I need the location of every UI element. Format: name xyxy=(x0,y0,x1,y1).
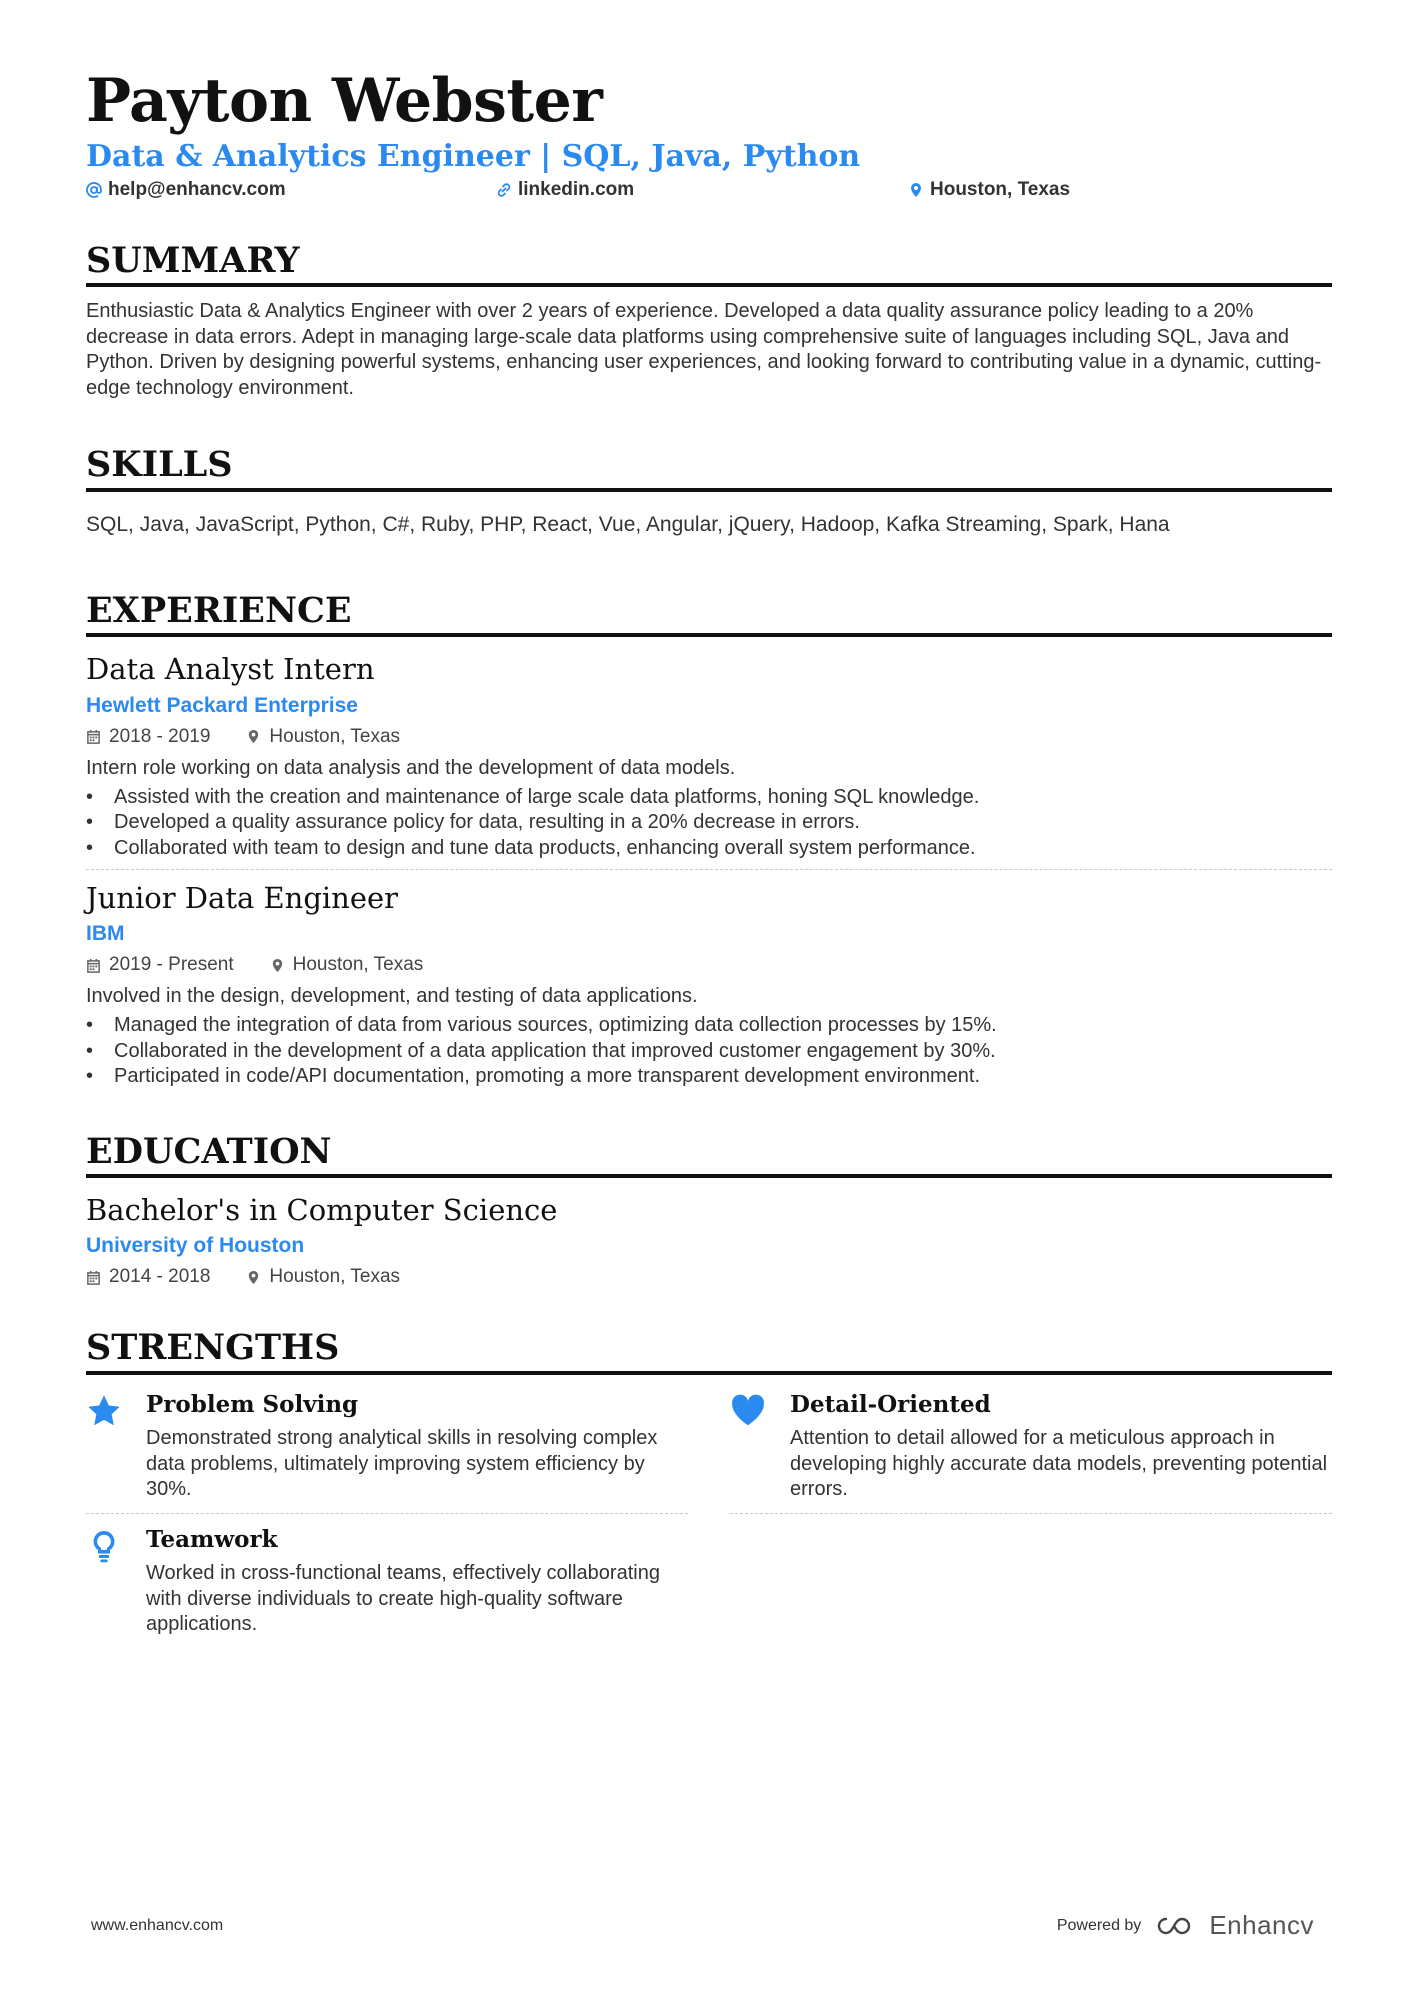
section-title-education: EDUCATION xyxy=(86,1132,1332,1178)
strength-item xyxy=(730,1391,1332,1514)
skills-section xyxy=(86,445,1332,537)
education-location: Houston, Texas xyxy=(269,1266,401,1288)
job-bullet: • Managed the integration of data from various sources, optimizing data collection processes by 15%. xyxy=(86,1013,1332,1039)
brand-name: Enhancv xyxy=(1209,1910,1314,1940)
link-icon xyxy=(496,182,512,198)
job-bullet: • Participated in code/API documentation, promoting a more transparent development environment. xyxy=(86,1064,1332,1090)
contact-location xyxy=(908,179,1070,201)
job-meta xyxy=(86,726,1332,748)
location-pin-icon xyxy=(246,1270,261,1285)
section-title-skills: SKILLS xyxy=(86,445,1332,491)
strengths-section xyxy=(86,1328,1332,1647)
strength-title: Detail-Oriented xyxy=(790,1390,991,1418)
strength-text: Worked in cross-functional teams, effectively collaborating with diverse individuals to create high-quality software applications. xyxy=(146,1562,660,1636)
headline: Data & Analytics Engineer | SQL, Java, Python xyxy=(86,139,861,174)
enhancv-logo[interactable] xyxy=(1155,1910,1314,1941)
job-bullet: • Assisted with the creation and maintenance of large scale data platforms, honing SQL knowledge. xyxy=(86,785,1332,811)
job-location: Houston, Texas xyxy=(269,725,401,747)
job-description: Involved in the design, development, and testing of data applications. xyxy=(86,985,698,1008)
location-pin-icon xyxy=(270,958,285,973)
contact-email[interactable] xyxy=(86,179,496,201)
location-pin-icon xyxy=(908,182,924,198)
footer xyxy=(91,1910,1314,1941)
lightbulb-icon xyxy=(86,1528,122,1564)
contact-linkedin[interactable] xyxy=(496,179,908,201)
strength-item xyxy=(86,1526,688,1648)
job-meta xyxy=(86,954,1332,976)
resume-page xyxy=(86,66,1332,1648)
calendar-icon xyxy=(86,729,101,744)
education-dates: 2014 - 2018 xyxy=(109,1266,211,1288)
candidate-name: Payton Webster xyxy=(86,66,603,136)
company-name[interactable]: IBM xyxy=(86,922,125,946)
powered-by xyxy=(1057,1910,1314,1941)
experience-section xyxy=(86,591,1332,1090)
job-title: Data Analyst Intern xyxy=(86,652,375,687)
degree: Bachelor's in Computer Science xyxy=(86,1193,558,1227)
powered-by-label: Powered by xyxy=(1056,1916,1142,1934)
job-dates: 2019 - Present xyxy=(109,954,234,976)
section-title-summary: SUMMARY xyxy=(86,241,1332,287)
strength-text: Demonstrated strong analytical skills in resolving complex data problems, ultimately improving system efficiency by 30%. xyxy=(146,1427,658,1501)
section-title-strengths: STRENGTHS xyxy=(86,1328,1332,1374)
job-entry xyxy=(86,880,1332,1090)
divider xyxy=(86,869,1332,870)
at-icon xyxy=(86,182,102,198)
strength-title: Problem Solving xyxy=(146,1390,359,1418)
summary-section xyxy=(86,241,1332,401)
linkedin-text: linkedin.com xyxy=(518,179,635,200)
job-title: Junior Data Engineer xyxy=(86,881,399,915)
job-description: Intern role working on data analysis and the development of data models. xyxy=(86,756,736,779)
job-entry xyxy=(86,651,1332,861)
school-name[interactable]: University of Houston xyxy=(86,1234,305,1258)
company-name[interactable]: Hewlett Packard Enterprise xyxy=(86,693,358,717)
strength-item xyxy=(86,1391,688,1514)
heart-icon xyxy=(730,1393,766,1429)
strength-title: Teamwork xyxy=(146,1525,278,1553)
footer-website[interactable]: www.enhancv.com xyxy=(91,1916,224,1934)
job-bullets xyxy=(86,1013,1332,1090)
contact-bar xyxy=(86,179,1332,201)
job-location: Houston, Texas xyxy=(292,954,424,976)
star-icon xyxy=(86,1393,122,1429)
education-section xyxy=(86,1132,1332,1289)
job-dates: 2018 - 2019 xyxy=(109,725,211,747)
job-bullet: • Collaborated in the development of a data application that improved customer engagement by 30%. xyxy=(86,1039,1332,1065)
location-text: Houston, Texas xyxy=(930,179,1071,200)
strength-text: Attention to detail allowed for a meticulous approach in developing highly accurate data models, preventing potential errors. xyxy=(790,1427,1328,1501)
education-meta xyxy=(86,1266,1332,1288)
email-text: help@enhancv.com xyxy=(108,179,286,200)
job-bullets xyxy=(86,785,1332,862)
enhancv-logo-icon xyxy=(1155,1915,1201,1937)
job-bullet: • Collaborated with team to design and tune data products, enhancing overall system performance. xyxy=(86,836,1332,862)
skills-text: SQL, Java, JavaScript, Python, C#, Ruby, PHP, React, Vue, Angular, jQuery, Hadoop, Kafka Streaming, Spark, Hana xyxy=(86,512,1170,536)
section-title-experience: EXPERIENCE xyxy=(86,591,1332,637)
location-pin-icon xyxy=(246,729,261,744)
strengths-grid xyxy=(86,1391,1332,1648)
summary-text: Enthusiastic Data & Analytics Engineer with over 2 years of experience. Developed a data quality assurance policy leading to a 20% decrease in data errors. Adept in managing large-scale data platforms using comprehensive suite of languages including SQL, Java and Python. Driven by designing powerful systems, enhancing user experiences, and looking forward to contributing value in a dynamic, cutting-edge technology environment. xyxy=(86,300,1322,399)
calendar-icon xyxy=(86,1270,101,1285)
job-bullet: • Developed a quality assurance policy for data, resulting in a 20% decrease in errors. xyxy=(86,810,1332,836)
calendar-icon xyxy=(86,958,101,973)
